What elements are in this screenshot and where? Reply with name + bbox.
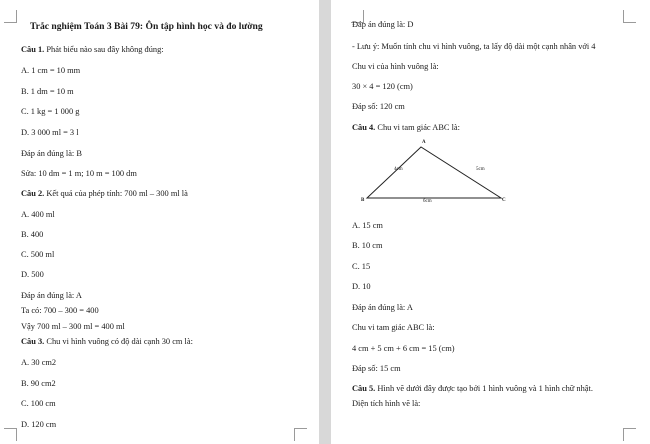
question-1 [21, 45, 164, 55]
crop-mark [623, 10, 636, 23]
question-label: Câu 1. [21, 45, 45, 54]
question-text: Phát biểu nào sau đây không đúng: [46, 45, 164, 54]
option-a: A. 1 cm = 10 mm [21, 66, 81, 75]
crop-mark [623, 428, 636, 441]
side-ab-label: 4cm [394, 167, 403, 172]
option-d: D. 120 cm [21, 420, 57, 429]
option-a: A. 30 cm2 [21, 358, 57, 367]
option-b: B. 1 dm = 10 m [21, 87, 74, 96]
vertex-c-label: C [502, 198, 506, 203]
question-label: Câu 4. [352, 123, 376, 132]
document-page-right [331, 0, 650, 444]
answer: Đáp án đúng là: A [352, 303, 413, 312]
final-answer: Đáp số: 120 cm [352, 102, 405, 111]
question-2 [21, 189, 188, 199]
document-page-left [0, 0, 319, 444]
answer: Đáp án đúng là: D [352, 20, 414, 29]
calculation: 30 × 4 = 120 (cm) [352, 82, 413, 91]
perimeter-label: Chu vi tam giác ABC là: [352, 323, 435, 332]
question-text: Kết quả của phép tính: 700 ml – 300 ml là [46, 189, 188, 198]
option-a: A. 15 cm [352, 221, 383, 230]
triangle-abc [361, 140, 511, 210]
option-c: C. 1 kg = 1 000 g [21, 107, 80, 116]
question-text: Chu vi hình vuông có độ dài cạnh 30 cm là: [46, 337, 193, 346]
option-c: C. 500 ml [21, 250, 55, 259]
question-5 [352, 384, 593, 394]
crop-mark [4, 428, 17, 441]
crop-mark [294, 428, 307, 441]
calculation: 4 cm + 5 cm + 6 cm = 15 (cm) [352, 344, 455, 353]
triangle-figure [361, 140, 511, 210]
side-ac-label: 5cm [476, 167, 485, 172]
question-label: Câu 5. [352, 384, 376, 393]
side-bc-label: 6cm [423, 199, 432, 204]
question-3 [21, 337, 193, 347]
vertex-a-label: A [422, 140, 426, 145]
option-a: A. 400 ml [21, 210, 55, 219]
vertex-b-label: B [361, 198, 365, 203]
answer: Đáp án đúng là: B [21, 149, 82, 158]
question-text: Hình vẽ dưới đây được tạo bởi 1 hình vuông và 1 hình chữ nhật. [377, 384, 593, 393]
question-text-continued: Diện tích hình vẽ là: [352, 399, 421, 408]
crop-mark [4, 10, 17, 23]
option-b: B. 400 [21, 230, 44, 239]
option-c: C. 100 cm [21, 399, 56, 408]
question-text: Chu vi tam giác ABC là: [377, 123, 460, 132]
perimeter-label: Chu vi của hình vuông là: [352, 62, 439, 71]
option-b: B. 90 cm2 [21, 379, 56, 388]
option-d: D. 500 [21, 270, 44, 279]
option-d: D. 10 [352, 282, 371, 291]
option-d: D. 3 000 ml = 3 l [21, 128, 79, 137]
explanation: Vậy 700 ml – 300 ml = 400 ml [21, 322, 125, 331]
explanation: Ta có: 700 – 300 = 400 [21, 306, 99, 315]
option-c: C. 15 [352, 262, 371, 271]
answer: Đáp án đúng là: A [21, 291, 82, 300]
note: - Lưu ý: Muốn tính chu vi hình vuông, ta lấy độ dài một cạnh nhân với 4 [352, 42, 596, 51]
explanation: Sửa: 10 dm = 1 m; 10 m = 100 dm [21, 169, 137, 178]
final-answer: Đáp số: 15 cm [352, 364, 401, 373]
page-title: Trắc nghiệm Toán 3 Bài 79: Ôn tập hình học và đo lường [30, 21, 263, 32]
option-b: B. 10 cm [352, 241, 383, 250]
question-4 [352, 123, 460, 133]
question-label: Câu 2. [21, 189, 45, 198]
question-label: Câu 3. [21, 337, 45, 346]
